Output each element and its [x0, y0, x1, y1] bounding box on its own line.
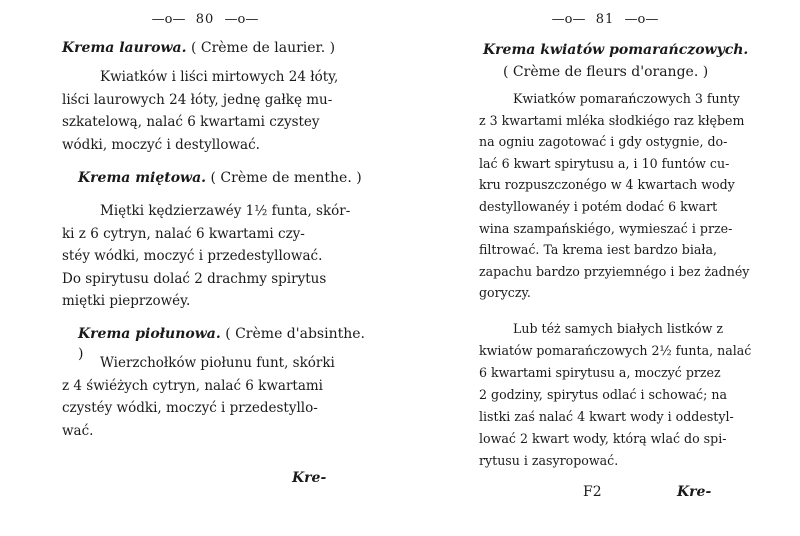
text-line: stéy wódki, moczyć i przedestyllować. [62, 248, 323, 264]
recipe-text [62, 200, 362, 313]
text-line: kwiatów pomarańczowych 2½ funta, nalać [479, 343, 752, 358]
right-page [455, 0, 755, 536]
text-line: Wierzchołków piołunu funt, skórki [100, 355, 335, 371]
recipe-title-polish: Krema miętowa. [78, 170, 207, 186]
text-line: rytusu i zasyropować. [479, 453, 619, 468]
ornament-right: —o— [624, 12, 659, 27]
ornament-left: —o— [551, 12, 586, 27]
text-line: szkatelową, nalać 6 kwartami czystey [62, 114, 320, 130]
text-line: Do spirytusu dolać 2 drachmy spirytus [62, 270, 327, 287]
page-header-right [455, 12, 755, 27]
text-line: lować 2 kwart wody, którą wlać do spi- [479, 431, 727, 446]
text-line: lać 6 kwart spirytusu a, i 10 funtów cu- [479, 155, 730, 171]
text-line: Miętki kędzierzawéy 1½ funta, skór- [100, 203, 351, 219]
text-line: listki zaś nalać 4 kwart wody i oddestyl- [479, 409, 734, 424]
text-line: wina szampańskiégo, wymieszać i prze- [479, 220, 733, 236]
recipe-text [62, 352, 362, 442]
recipe-title-french: ( Crème d'absinthe. ) [78, 326, 365, 362]
text-line: filtrować. Ta krema iest bardzo biała, [479, 242, 718, 258]
recipe-title-french: ( Crème de fleurs d'orange. ) [503, 64, 709, 80]
recipe-title-polish: Krema piołunowa. [78, 326, 221, 342]
text-line: Lub téż samych białych listków z [513, 321, 724, 336]
text-line: zapachu bardzo przyiemnégo i bez żadnéy [479, 263, 750, 279]
recipe-text [479, 88, 754, 304]
recipe-text [479, 318, 754, 472]
page-header-left [40, 12, 370, 27]
text-line: na ogniu zagotować i gdy ostygnie, do- [479, 134, 728, 150]
recipe-title [483, 40, 753, 60]
page-number: 81 [595, 12, 615, 27]
recipe-text [62, 66, 362, 156]
printer-signature: F2 [583, 484, 602, 500]
recipe-title-french: ( Crème de laurier. ) [190, 40, 336, 56]
ornament-left: —o— [151, 12, 186, 27]
text-line: miętki pieprzowéy. [62, 293, 191, 309]
page-number: 80 [195, 12, 215, 27]
text-line: 6 kwartami spirytusu a, moczyć przez [479, 365, 721, 380]
text-line: wódki, moczyć i destyllować. [62, 136, 260, 153]
ornament-right: —o— [224, 12, 259, 27]
text-line: Kwiatków i liści mirtowych 24 łóty, [100, 69, 339, 85]
recipe-title [62, 38, 335, 58]
catchword: Kre- [677, 484, 712, 500]
catchword: Kre- [292, 470, 327, 486]
text-line: czystéy wódki, moczyć i przedestyllo- [62, 400, 318, 416]
recipe-title-polish: Krema laurowa. [62, 40, 187, 56]
recipe-title-french: ( Crème de menthe. ) [210, 170, 362, 186]
recipe-title-polish: Krema kwiatów pomarańczowych. [483, 42, 749, 58]
text-line: Kwiatków pomarańczowych 3 funty [513, 91, 740, 106]
recipe-title [78, 168, 362, 188]
left-page [40, 0, 370, 536]
text-line: kru rozpuszczonégo w 4 kwartach wody [479, 177, 735, 193]
text-line: wać. [62, 422, 94, 439]
text-line: ki z 6 cytryn, nalać 6 kwartami czy- [62, 225, 305, 242]
text-line: z 4 świéżych cytryn, nalać 6 kwartami [62, 377, 324, 394]
text-line: 2 godziny, spirytus odlać i schować; na [479, 387, 727, 402]
text-line: liści laurowych 24 łóty, jednę gałkę mu- [62, 91, 333, 108]
text-line: destyllowanéy i potém dodać 6 kwart [479, 198, 718, 214]
text-line: z 3 kwartami mléka słodkiégo raz kłębem [479, 112, 745, 128]
text-line: goryczy. [479, 285, 531, 301]
